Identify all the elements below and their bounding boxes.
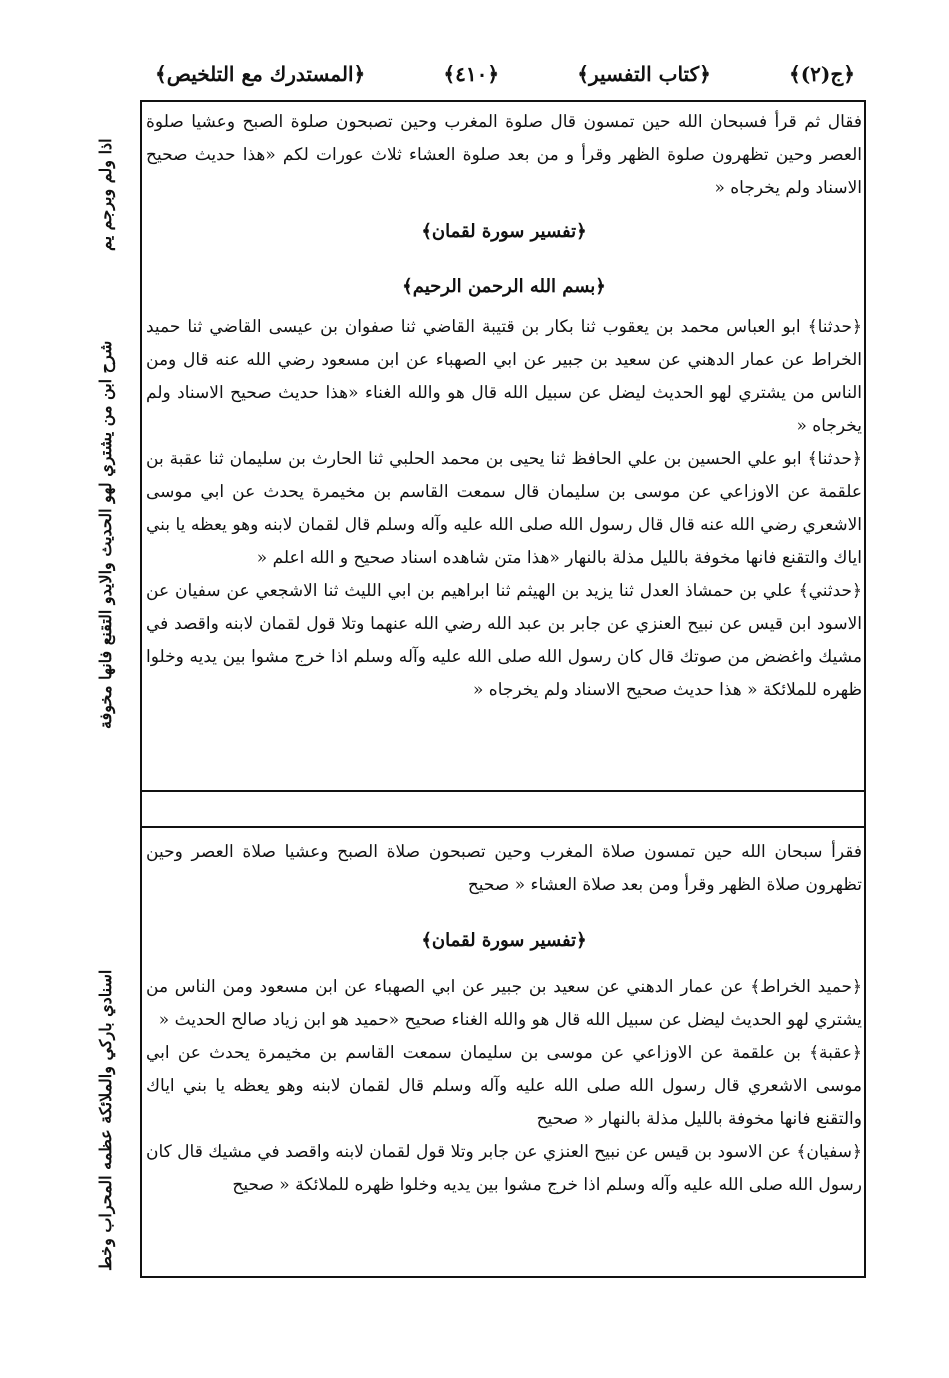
talkhis-surah-heading: ﴿تفسير سورة لقمان﴾ bbox=[421, 930, 587, 951]
talkhis-paragraph-4: ﴿سفيان﴾ عن الاسود بن قيس عن نبيح العنزي عن جابر وتلا قول لقمان لابنه واقصد في مشيك قال كان رسول الله صلى الله عليه وآله وسلم اذا خرج مشوا بين يديه وخلوا ظهره للملائكة « صحيح bbox=[146, 1142, 862, 1195]
main-paragraph-4: ﴿حدثني﴾ علي بن حمشاذ العدل ثنا يزيد بن الهيثم ثنا ابراهيم بن ابي الليث ثنا الاشجعي عن سفيان عن الاسود ابن قيس عن نبيح العنزي عن جابر بن عبد الله رضي الله عنهما وتلا قول لقمان لابنه واقصد في مشيك واغضض من صوتك قال كان رسول الله صلى الله عليه وآله وسلم اذا خرج مشوا بين يديه وخلوا ظهره للملائكة « هذا حديث صحيح الاسناد ولم يخرجاه « bbox=[146, 581, 862, 700]
basmala-heading: ﴿بسم الله الرحمن الرحيم﴾ bbox=[402, 276, 606, 297]
talkhis-paragraph-1: فقرأ سبحان الله حين تمسون صلاة المغرب وحين تصبحون صلاة الصبح وعشيا صلاة العصر وحين تظهرون صلاة الظهر وقرأ ومن بعد صلاة العشاء « صحيح bbox=[146, 842, 862, 895]
book-title: ﴿المستدرك مع التلخيص﴾ bbox=[155, 62, 366, 86]
page-number: ﴿٤١٠﴾ bbox=[443, 62, 500, 86]
volume-number: ﴿ج(٢)﴾ bbox=[788, 62, 855, 86]
running-header bbox=[155, 56, 855, 92]
main-divider bbox=[140, 790, 866, 792]
talkhis-divider bbox=[140, 826, 866, 828]
margin-note-top: اذا ولم وبرجم يم bbox=[96, 138, 115, 252]
surah-heading: ﴿تفسير سورة لقمان﴾ bbox=[421, 221, 587, 242]
talkhis-text bbox=[146, 836, 862, 1202]
talkhis-paragraph-2: ﴿حميد الخراط﴾ عن عمار الدهني عن سعيد بن جبير عن ابي الصهباء عن ابن مسعود ومن الناس من يشتري لهو الحديث ليضل عن سبيل الله قال هو والله الغناء صحيح «حميد هو ابن زياد صالح الحديث « bbox=[146, 977, 862, 1030]
main-paragraph-2: ﴿حدثنا﴾ ابو العباس محمد بن يعقوب ثنا بكار بن قتيبة القاضي ثنا صفوان بن عيسى القاضي ثنا حميد الخراط عن عمار الدهني عن سعيد بن جبير عن ابي الصهباء عن ابن مسعود رضي الله عنه قال ومن الناس من يشتري لهو الحديث ليضل عن سبيل الله قال هو والله الغناء «هذا حديث صحيح الاسناد ولم يخرجاه « bbox=[146, 317, 862, 436]
section-title: ﴿كتاب التفسير﴾ bbox=[577, 62, 711, 86]
main-paragraph-3: ﴿حدثنا﴾ ابو علي الحسين بن علي الحافظ ثنا يحيى بن محمد الحلبي ثنا الحارث بن سليمان ثنا عقبة بن علقمة عن الاوزاعي عن موسى بن سليمان قال سمعت القاسم بن مخيمرة يحدث عن ابي موسى الاشعري رضي الله عنه قال قال رسول الله صلى الله عليه وآله وسلم قال لقمان لابنه وهو يعظه يا بني اياك والتقنع فانها مخوفة بالليل مذلة بالنهار «هذا متن شاهده اسناد صحيح و الله اعلم « bbox=[146, 449, 862, 568]
margin-note-middle: شرح ابن من يشتري لهو الحديث والايدو التقنع فانها مخوفة bbox=[96, 340, 115, 730]
main-paragraph-1: فقال ثم قرأ فسبحان الله حين تمسون قال صلوة المغرب وحين تصبحون صلوة الصبح وعشيا صلوة العصر وحين تظهرون صلوة الظهر وقرأ و من بعد صلوة العشاء ثلاث عورات لكم «هذا حديث صحيح الاسناد ولم يخرجاه « bbox=[146, 112, 862, 198]
margin-note-bottom: اسنادي باركي والملائكة عظمه المحراب وخط bbox=[96, 969, 115, 1271]
talkhis-paragraph-3: ﴿عقبة﴾ بن علقمة عن الاوزاعي عن موسى بن سليمان سمعت القاسم بن مخيمرة يحدث عن ابي موسى الاشعري قال رسول الله صلى الله عليه وآله وسلم قال لقمان لابنه وهو يعظه يا بني اياك والتقنع فانها مخوفة بالليل مذلة بالنهار « صحيح bbox=[146, 1043, 862, 1129]
main-text bbox=[146, 106, 862, 707]
